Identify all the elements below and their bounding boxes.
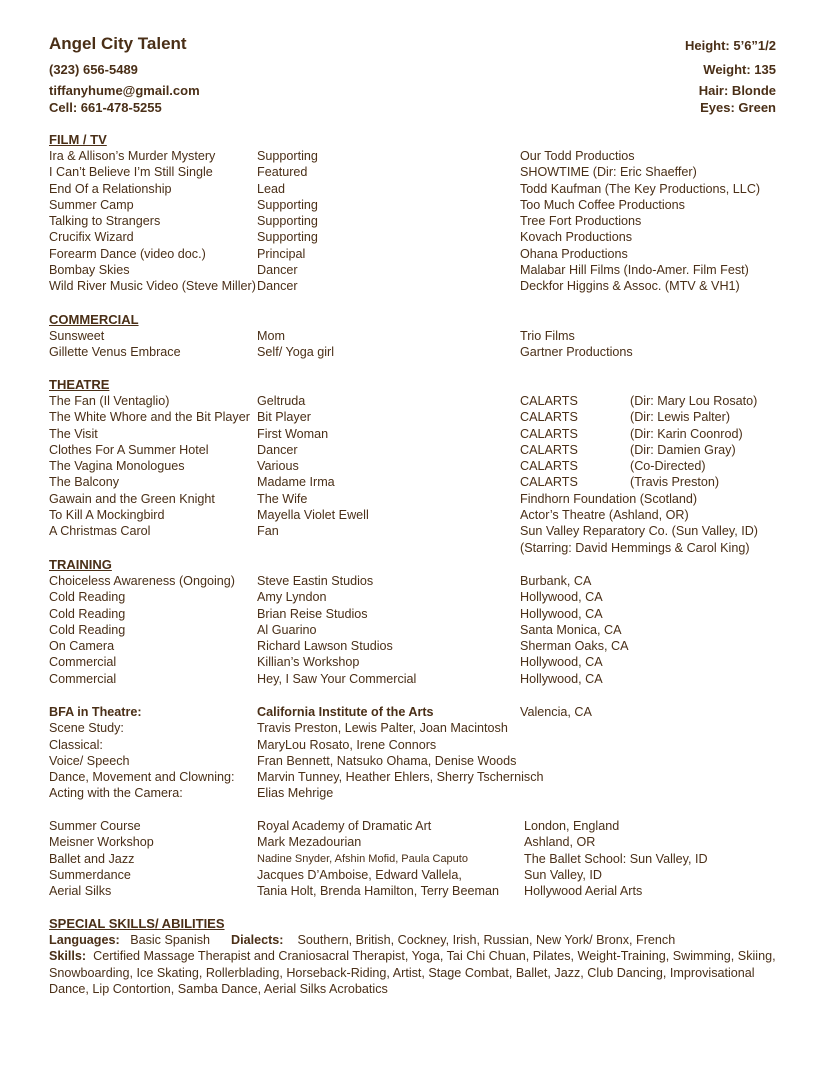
- theatre-row-col-2: Madame Irma: [257, 475, 335, 490]
- theatre-row-col-3: CALARTS: [520, 426, 578, 441]
- commercial-row-col-3: Gartner Productions: [520, 345, 633, 360]
- theatre-row-col-3: (Starring: David Hemmings & Carol King): [520, 540, 750, 555]
- film-tv-row-col-2: Supporting: [257, 149, 318, 163]
- training-row-col-1: Cold Reading: [49, 606, 126, 621]
- film-tv-row-col-1: Summer Camp: [49, 197, 134, 212]
- film-tv-row-col-2: Lead: [257, 181, 286, 196]
- training-row: [49, 671, 789, 687]
- film-tv-row-col-1: End Of a Relationship: [49, 181, 172, 196]
- bfa-label: BFA in Theatre:: [49, 705, 142, 719]
- theatre-row-col-3: CALARTS: [520, 442, 578, 457]
- film-tv-row-col-3: Todd Kaufman (The Key Productions, LLC): [520, 181, 761, 196]
- bfa-row: [49, 720, 789, 736]
- commercial-row-col-1: Gillette Venus Embrace: [49, 345, 181, 360]
- bfa-row-col-2: Fran Bennett, Natsuko Ohama, Denise Woods: [257, 753, 517, 768]
- theatre-row-col-3: CALARTS: [520, 475, 578, 490]
- course-row: [49, 851, 789, 867]
- cell-phone: Cell: 661-478-5255: [49, 100, 162, 115]
- theatre-list: [49, 393, 789, 556]
- theatre-row-col-4: (Dir: Karin Coonrod): [630, 426, 743, 441]
- theatre-row-col-1: Gawain and the Green Knight: [49, 491, 215, 506]
- training-row-col-2: Killian’s Workshop: [257, 655, 360, 670]
- film-tv-row-col-2: Supporting: [257, 197, 318, 212]
- theatre-row-col-3: Sun Valley Reparatory Co. (Sun Valley, ID): [520, 524, 758, 539]
- section-title: COMMERCIAL: [49, 312, 139, 327]
- training-row-col-1: Cold Reading: [49, 590, 126, 605]
- course-row-col-1: Ballet and Jazz: [49, 851, 135, 866]
- film-tv-row: [49, 213, 789, 229]
- training-row: [49, 638, 789, 654]
- training-row: [49, 654, 789, 670]
- theatre-row: [49, 458, 789, 474]
- bfa-list: [49, 720, 789, 801]
- dialects-label: Dialects:: [231, 933, 284, 947]
- course-row-col-3: Ashland, OR: [524, 835, 596, 850]
- bfa-row-col-1: Dance, Movement and Clowning:: [49, 770, 235, 785]
- film-tv-row: [49, 148, 789, 164]
- film-tv-row-col-1: Bombay Skies: [49, 263, 130, 278]
- training-row-col-3: Santa Monica, CA: [520, 622, 622, 637]
- training-row-col-2: Hey, I Saw Your Commercial: [257, 671, 417, 686]
- film-tv-row-col-3: SHOWTIME (Dir: Eric Shaeffer): [520, 165, 697, 180]
- theatre-row: [49, 426, 789, 442]
- dialects-value: Southern, British, Cockney, Irish, Russian, New York/ Bronx, French: [297, 933, 676, 947]
- bfa-section: [49, 704, 789, 802]
- film-tv-row: [49, 278, 789, 294]
- film-tv-row-col-1: Talking to Strangers: [49, 214, 161, 229]
- skills-paragraph: [49, 948, 789, 997]
- theatre-row: [49, 507, 789, 523]
- bfa-row: [49, 737, 789, 753]
- theatre-row-col-1: The Vagina Monologues: [49, 459, 185, 474]
- bfa-row: [49, 753, 789, 769]
- course-row-col-3: Sun Valley, ID: [524, 867, 602, 882]
- film-tv-row-col-3: Kovach Productions: [520, 230, 633, 245]
- course-row-col-2: Nadine Snyder, Afshin Mofid, Paula Caputo: [257, 852, 468, 865]
- theatre-row-col-1: To Kill A Mockingbird: [49, 508, 165, 523]
- theatre-row-col-2: First Woman: [257, 426, 329, 441]
- theatre-row-col-4: (Co-Directed): [630, 459, 706, 474]
- film-tv-row-col-3: Tree Fort Productions: [520, 214, 642, 229]
- film-tv-row-col-3: Ohana Productions: [520, 246, 628, 261]
- section-title: FILM / TV: [49, 132, 107, 147]
- training-row-col-3: Burbank, CA: [520, 574, 592, 588]
- training-row-col-1: Choiceless Awareness (Ongoing): [49, 574, 235, 588]
- commercial-row-col-2: Self/ Yoga girl: [257, 345, 335, 360]
- theatre-row-col-4: (Dir: Lewis Palter): [630, 410, 731, 425]
- training-row-col-3: Hollywood, CA: [520, 655, 603, 670]
- course-row-col-1: Aerial Silks: [49, 884, 112, 899]
- theatre-row-col-4: (Dir: Mary Lou Rosato): [630, 394, 758, 408]
- training-row-col-2: Brian Reise Studios: [257, 606, 368, 621]
- film-tv-row: [49, 246, 789, 262]
- theatre-row-col-1: A Christmas Carol: [49, 524, 151, 539]
- film-tv-row-col-2: Dancer: [257, 263, 298, 278]
- training-row-col-3: Hollywood, CA: [520, 590, 603, 605]
- theatre-row-col-2: Mayella Violet Ewell: [257, 508, 369, 523]
- skills-label: Skills:: [49, 949, 87, 964]
- training-row-col-2: Amy Lyndon: [257, 590, 327, 605]
- theatre-row-col-2: Dancer: [257, 442, 298, 457]
- course-row-col-2: Jacques D’Amboise, Edward Vallela,: [257, 867, 462, 882]
- bfa-location: Valencia, CA: [520, 705, 592, 719]
- commercial-list: [49, 328, 789, 361]
- course-row-col-3: The Ballet School: Sun Valley, ID: [524, 851, 708, 866]
- bfa-row: [49, 769, 789, 785]
- film-tv-row-col-1: Forearm Dance (video doc.): [49, 246, 206, 261]
- course-row-col-3: Hollywood Aerial Arts: [524, 884, 643, 899]
- training-row-col-1: Cold Reading: [49, 622, 126, 637]
- theatre-row-col-2: The Wife: [257, 491, 308, 506]
- theatre-row-col-2: Fan: [257, 524, 279, 539]
- training-list: [49, 573, 789, 687]
- email: tiffanyhume@gmail.com: [49, 83, 200, 98]
- theatre-row: [49, 474, 789, 490]
- theatre-row-col-2: Various: [257, 459, 299, 474]
- skills-section: [49, 916, 789, 997]
- film-tv-row-col-3: Too Much Coffee Productions: [520, 197, 685, 212]
- course-row-col-3: London, England: [524, 819, 620, 833]
- theatre-row-col-1: The Fan (Il Ventaglio): [49, 394, 170, 408]
- course-row-col-2: Royal Academy of Dramatic Art: [257, 819, 432, 833]
- theatre-row: [49, 540, 789, 556]
- theatre-row-col-1: The White Whore and the Bit Player: [49, 410, 250, 425]
- film-tv-row: [49, 262, 789, 278]
- training-row-col-3: Hollywood, CA: [520, 671, 603, 686]
- film-tv-row-col-1: Crucifix Wizard: [49, 230, 134, 245]
- theatre-row-col-3: CALARTS: [520, 410, 578, 425]
- skills-value: Certified Massage Therapist and Craniosacral Therapist, Yoga, Tai Chi Chuan, Pilates, Weight-Training, Swimming, Skiing, Snowboarding, Ice Skating, Rollerblading, Horseback-Riding, Artist, Stage Combat, Ballet, Jazz, Club Dancing, Improvisational Dance, Lip Contortion, Samba Dance, Aerial Silks Acrobatics: [49, 949, 776, 996]
- training-row-col-1: Commercial: [49, 655, 117, 670]
- film-tv-row-col-1: Wild River Music Video (Steve Miller): [49, 279, 256, 294]
- bfa-school: California Institute of the Arts: [257, 705, 434, 719]
- agency-name: Angel City Talent: [49, 34, 187, 53]
- course-row: [49, 883, 789, 899]
- film-tv-row-col-1: Ira & Allison’s Murder Mystery: [49, 149, 216, 163]
- bfa-row-col-2: Marvin Tunney, Heather Ehlers, Sherry Tschernisch: [257, 770, 544, 785]
- bfa-row-col-2: MaryLou Rosato, Irene Connors: [257, 737, 437, 752]
- languages-line: [49, 932, 789, 948]
- training-row: [49, 622, 789, 638]
- film-tv-row-col-1: I Can’t Believe I’m Still Single: [49, 165, 213, 180]
- film-tv-row: [49, 164, 789, 180]
- commercial-row: [49, 344, 789, 360]
- bfa-row-col-1: Classical:: [49, 737, 103, 752]
- film-tv-row-col-3: Malabar Hill Films (Indo-Amer. Film Fest): [520, 263, 749, 278]
- training-row-col-3: Hollywood, CA: [520, 606, 603, 621]
- theatre-row: [49, 409, 789, 425]
- film-tv-row-col-2: Principal: [257, 246, 306, 261]
- languages-value: Basic Spanish: [130, 933, 210, 947]
- bfa-row: [49, 785, 789, 801]
- film-tv-row-col-2: Featured: [257, 165, 308, 180]
- theatre-row: [49, 491, 789, 507]
- theatre-section: [49, 377, 789, 556]
- film-tv-row-col-2: Supporting: [257, 214, 318, 229]
- training-section: [49, 557, 789, 687]
- film-tv-row: [49, 197, 789, 213]
- training-row: [49, 573, 789, 589]
- film-tv-row-col-3: Our Todd Productios: [520, 149, 635, 163]
- bfa-header-row: [49, 704, 789, 720]
- training-row-col-3: Sherman Oaks, CA: [520, 639, 629, 654]
- bfa-row-col-2: Elias Mehrige: [257, 786, 334, 801]
- theatre-row-col-3: Findhorn Foundation (Scotland): [520, 491, 698, 506]
- course-row-col-2: Tania Holt, Brenda Hamilton, Terry Beeman: [257, 884, 499, 899]
- training-row-col-1: On Camera: [49, 639, 115, 654]
- hair: Hair: Blonde: [698, 83, 776, 98]
- course-row-col-1: Meisner Workshop: [49, 835, 154, 850]
- course-row-col-1: Summer Course: [49, 819, 141, 833]
- training-row-col-2: Al Guarino: [257, 622, 317, 637]
- course-row-col-2: Mark Mezadourian: [257, 835, 362, 850]
- film-tv-row-col-3: Deckfor Higgins & Assoc. (MTV & VH1): [520, 279, 740, 294]
- section-title: SPECIAL SKILLS/ ABILITIES: [49, 916, 225, 931]
- theatre-row-col-2: Bit Player: [257, 410, 311, 425]
- training-row-col-1: Commercial: [49, 671, 117, 686]
- theatre-row-col-2: Geltruda: [257, 394, 306, 408]
- height: Height: 5’6”1/2: [684, 38, 776, 53]
- theatre-row-col-1: The Visit: [49, 426, 98, 441]
- commercial-section: [49, 312, 789, 361]
- theatre-row-col-1: Clothes For A Summer Hotel: [49, 442, 209, 457]
- course-row: [49, 818, 789, 834]
- courses-list: [49, 818, 789, 899]
- training-row-col-2: Steve Eastin Studios: [257, 574, 374, 588]
- training-row: [49, 606, 789, 622]
- commercial-row-col-1: Sunsweet: [49, 329, 105, 343]
- bfa-row-col-1: Voice/ Speech: [49, 753, 130, 768]
- commercial-row-col-2: Mom: [257, 329, 285, 343]
- bfa-row-col-1: Scene Study:: [49, 721, 124, 736]
- training-row: [49, 589, 789, 605]
- languages-label: Languages:: [49, 933, 120, 947]
- commercial-row-col-3: Trio Films: [520, 329, 575, 343]
- theatre-row: [49, 393, 789, 409]
- course-row: [49, 867, 789, 883]
- film-tv-row-col-2: Dancer: [257, 279, 298, 294]
- theatre-row: [49, 442, 789, 458]
- weight: Weight: 135: [703, 62, 776, 77]
- section-title: THEATRE: [49, 377, 110, 392]
- commercial-row: [49, 328, 789, 344]
- agency-phone: (323) 656-5489: [49, 62, 138, 77]
- film-tv-section: [49, 132, 789, 295]
- theatre-row-col-1: The Balcony: [49, 475, 120, 490]
- course-row: [49, 834, 789, 850]
- section-title: TRAINING: [49, 557, 112, 572]
- film-tv-row: [49, 181, 789, 197]
- film-tv-row-col-2: Supporting: [257, 230, 318, 245]
- bfa-row-col-2: Travis Preston, Lewis Palter, Joan Macintosh: [257, 721, 508, 736]
- training-row-col-2: Richard Lawson Studios: [257, 639, 393, 654]
- courses-section: [49, 818, 789, 899]
- bfa-row-col-1: Acting with the Camera:: [49, 786, 183, 801]
- theatre-row: [49, 523, 789, 539]
- film-tv-row: [49, 229, 789, 245]
- film-tv-list: [49, 148, 789, 295]
- theatre-row-col-3: CALARTS: [520, 459, 578, 474]
- theatre-row-col-3: CALARTS: [520, 394, 578, 408]
- course-row-col-1: Summerdance: [49, 867, 131, 882]
- theatre-row-col-4: (Travis Preston): [630, 475, 720, 490]
- theatre-row-col-3: Actor’s Theatre (Ashland, OR): [520, 508, 689, 523]
- eyes: Eyes: Green: [700, 100, 776, 115]
- theatre-row-col-4: (Dir: Damien Gray): [630, 442, 736, 457]
